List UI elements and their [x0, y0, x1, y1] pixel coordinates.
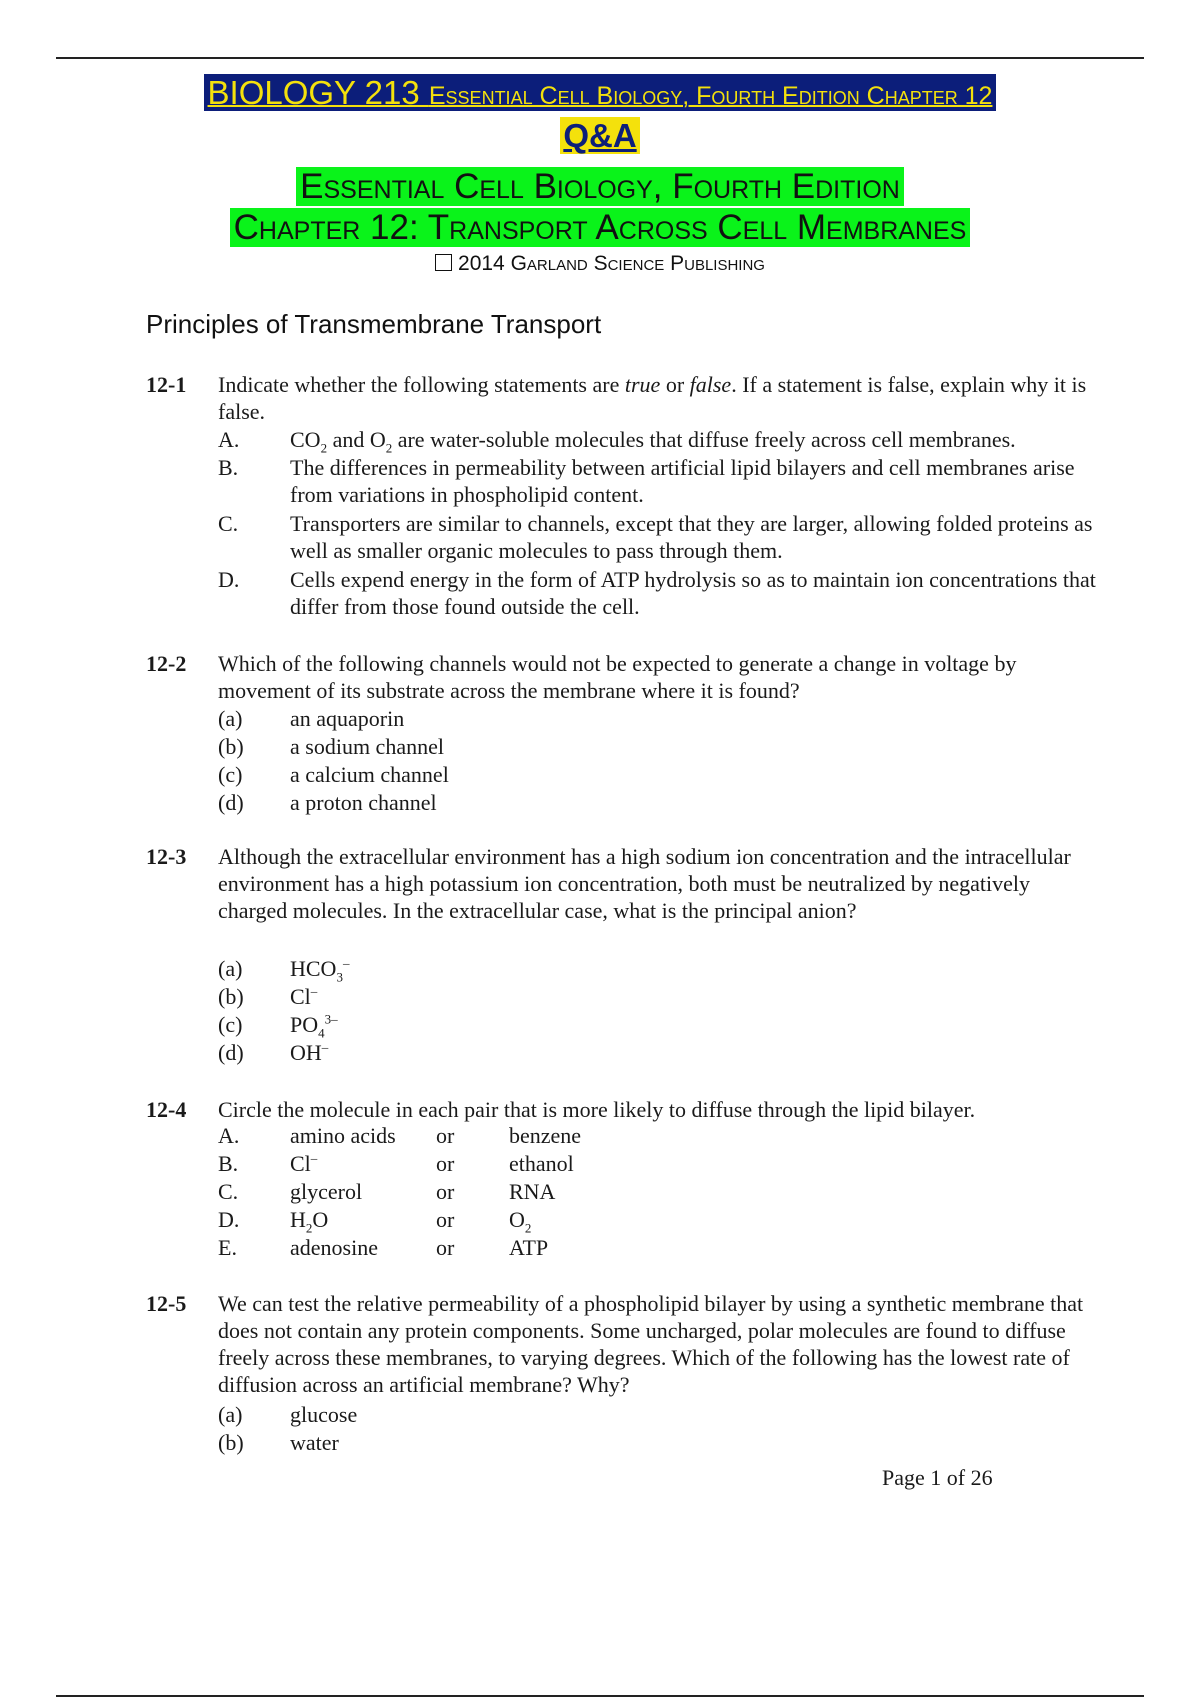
option-letter: (a)	[218, 1402, 243, 1427]
question-number: 12-3	[146, 844, 187, 869]
option-letter: (b)	[218, 1430, 244, 1455]
option-text: an aquaporin	[290, 706, 405, 731]
question-text: We can test the relative permeability of a phospholipid bilayer by using a synthetic membrane that does not contain any protein components. Some uncharged, polar molecules are found to diffuse freely across these membranes, to varying degrees. Which of the following has the lowest rate of diffusion across an artificial membrane? Why?	[218, 1291, 1084, 1397]
option-text: a calcium channel	[290, 762, 449, 787]
option-text: OH–	[290, 1039, 329, 1065]
option-text: water	[290, 1430, 339, 1455]
pair-or: or	[436, 1151, 455, 1176]
document-title-qa: Q&A	[0, 117, 1200, 155]
pair-letter: A.	[218, 1123, 240, 1148]
pair-letter: E.	[218, 1235, 237, 1260]
pair-or: or	[436, 1179, 455, 1204]
question-text: Which of the following channels would not be expected to generate a change in voltage by movement of its substrate across the membrane where it is found?	[218, 651, 1017, 703]
pair-left: $H_2O$	[290, 1207, 329, 1236]
pair-left: adenosine	[290, 1235, 378, 1260]
option-letter: C.	[218, 511, 239, 536]
pair-letter: B.	[218, 1151, 239, 1176]
book-title: Essential Cell Biology, Fourth Edition	[0, 167, 1200, 207]
option-text: Cl–	[290, 983, 318, 1009]
pair-right: ATP	[509, 1235, 549, 1260]
pair-right: ethanol	[509, 1151, 574, 1176]
top-rule	[56, 57, 1144, 59]
chapter-title: Chapter 12: Transport Across Cell Membranes	[0, 208, 1200, 248]
question-number: 12-5	[146, 1291, 187, 1316]
option-letter: (b)	[218, 734, 244, 759]
copyright-box-icon	[435, 254, 452, 271]
option-text: Cells expend energy in the form of ATP hydrolysis so as to maintain ion concentrations that differ from those found outside the cell.	[290, 567, 1096, 619]
document-title: BIOLOGY 213 Essential Cell Biology, Fourth Edition Chapter 12	[0, 74, 1200, 115]
option-text: $CO_2$ and $O_2$ are water-soluble molecules that diffuse freely across cell membranes.	[290, 427, 1016, 456]
pair-letter: D.	[218, 1207, 240, 1232]
pair-right: RNA	[509, 1179, 556, 1204]
question-text: Circle the molecule in each pair that is more likely to diffuse through the lipid bilayer.	[218, 1097, 976, 1122]
option-letter: A.	[218, 427, 240, 452]
question-text: Indicate whether the following statements are true or false. If a statement is false, explain why it is false.	[218, 372, 1087, 424]
option-text: $PO_4^{3-}$	[290, 1011, 338, 1041]
option-text: glucose	[290, 1402, 358, 1427]
option-text: $HCO_3^-$	[290, 955, 350, 985]
question-number: 12-1	[146, 372, 187, 397]
option-letter: D.	[218, 567, 240, 592]
option-letter: (a)	[218, 706, 243, 731]
option-letter: (c)	[218, 1012, 243, 1037]
question-number: 12-2	[146, 651, 187, 676]
pair-left: amino acids	[290, 1123, 396, 1148]
option-letter: (a)	[218, 956, 243, 981]
option-text: Transporters are similar to channels, except that they are larger, allowing folded proteins as well as smaller organic molecules to pass through them.	[290, 511, 1093, 563]
option-letter: (b)	[218, 984, 244, 1009]
option-letter: (c)	[218, 762, 243, 787]
option-letter: B.	[218, 455, 239, 480]
pair-or: or	[436, 1207, 455, 1232]
option-text: The differences in permeability between artificial lipid bilayers and cell membranes arise from variations in phospholipid content.	[290, 455, 1075, 507]
pair-or: or	[436, 1123, 455, 1148]
option-letter: (d)	[218, 790, 244, 815]
section-heading: Principles of Transmembrane Transport	[146, 309, 602, 339]
copyright-line: 2014 Garland Science Publishing	[0, 251, 1200, 277]
pair-left: Cl–	[290, 1150, 318, 1176]
page-number: Page 1 of 26	[882, 1465, 993, 1490]
option-text: a sodium channel	[290, 734, 444, 759]
option-letter: (d)	[218, 1040, 244, 1065]
pair-letter: C.	[218, 1179, 239, 1204]
question-text: Although the extracellular environment has a high sodium ion concentration and the intracellular environment has a high potassium ion concentration, both must be neutralized by negatively charged molecules. In the extracellular case, what is the principal anion?	[218, 844, 1071, 923]
pair-or: or	[436, 1235, 455, 1260]
pair-right: $O_2$	[509, 1207, 532, 1236]
question-number: 12-4	[146, 1097, 187, 1122]
pair-left: glycerol	[290, 1179, 363, 1204]
option-text: a proton channel	[290, 790, 437, 815]
pair-right: benzene	[509, 1123, 582, 1148]
bottom-rule	[56, 1695, 1144, 1697]
